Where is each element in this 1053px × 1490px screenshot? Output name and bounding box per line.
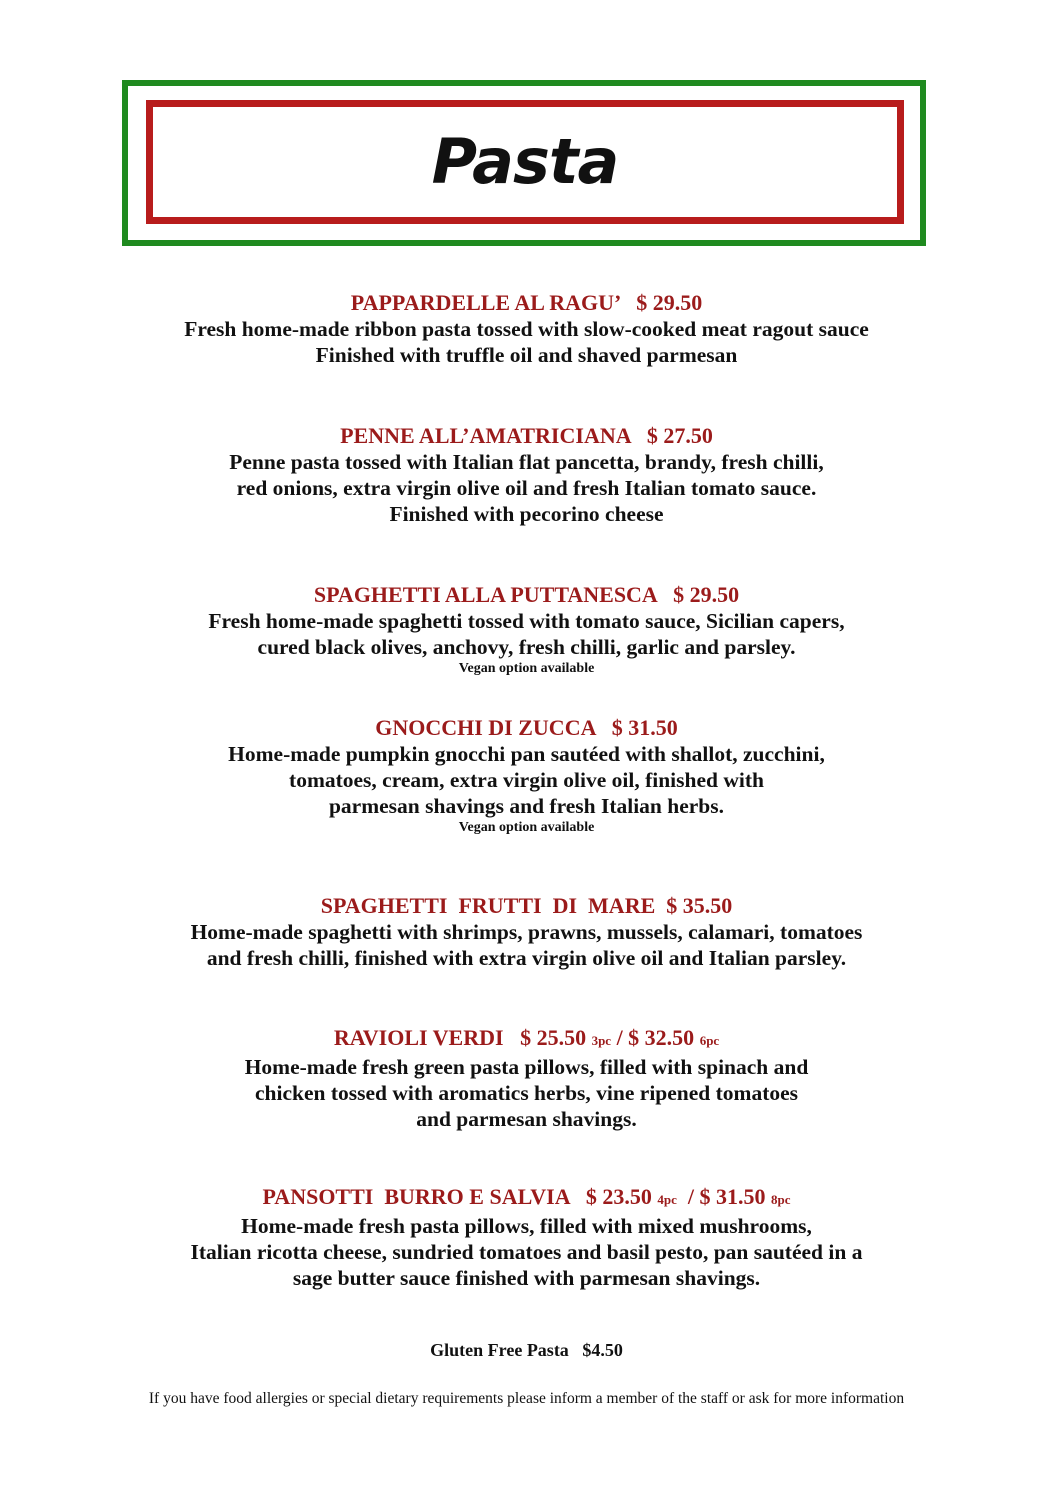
menu-item-description-line: and fresh chilli, finished with extra virgin olive oil and Italian parsley. (206, 946, 847, 970)
menu-item-name: PANSOTTI BURRO E SALVIA (262, 1184, 570, 1209)
menu-item-description-line: Italian ricotta cheese, sundried tomatoes and basil pesto, pan sautéed in a (190, 1240, 863, 1264)
menu-item-heading (0, 715, 1053, 741)
menu-item-heading (0, 290, 1053, 316)
gluten-free-label: Gluten Free Pasta (430, 1340, 569, 1360)
menu-item-pappardelle (0, 290, 1053, 368)
menu-item-description-line: parmesan shavings and fresh Italian herbs. (328, 794, 725, 818)
menu-item-price: $ 25.50 (520, 1025, 587, 1050)
menu-item-name: PAPPARDELLE AL RAGU’ (350, 290, 620, 315)
vegan-note: Vegan option available (458, 661, 595, 676)
gluten-free-price: $4.50 (582, 1340, 623, 1360)
menu-item-description-line: chicken tossed with aromatics herbs, vine ripened tomatoes (254, 1081, 799, 1105)
menu-item-name: SPAGHETTI ALLA PUTTANESCA (313, 582, 657, 607)
menu-item-heading (0, 423, 1053, 449)
menu-item-penne (0, 423, 1053, 527)
menu-item-price: $ 35.50 (666, 893, 733, 918)
menu-item-quantity: 6pc (699, 1033, 720, 1048)
menu-item-price-alt: / $ 31.50 (682, 1184, 766, 1209)
menu-item-description-line: red onions, extra virgin olive oil and fresh Italian tomato sauce. (236, 476, 817, 500)
menu-item-name: PENNE ALL’AMATRICIANA (340, 423, 631, 448)
menu-item-heading (0, 1025, 1053, 1054)
allergy-footer: If you have food allergies or special dietary requirements please inform a member of the staff or ask for more information (148, 1390, 905, 1407)
menu-item-price: $ 31.50 (611, 715, 678, 740)
menu-item-description-line: Fresh home-made ribbon pasta tossed with slow-cooked meat ragout sauce (184, 317, 869, 341)
gluten-free-option (0, 1340, 1053, 1361)
menu-item-description-line: Home-made fresh pasta pillows, filled with mixed mushrooms, (241, 1214, 812, 1238)
menu-item-description-line: Finished with truffle oil and shaved parmesan (315, 343, 738, 367)
menu-item-description-line: Finished with pecorino cheese (389, 502, 664, 526)
menu-item-ravioli (0, 1025, 1053, 1132)
menu-item-heading (0, 582, 1053, 608)
title-frame-inner (146, 100, 904, 224)
menu-item-price: $ 29.50 (636, 290, 703, 315)
menu-item-frutti-di-mare (0, 893, 1053, 971)
menu-item-description-line: sage butter sauce finished with parmesan shavings. (292, 1266, 761, 1290)
menu-item-pansotti (0, 1184, 1053, 1291)
page-title: Pasta (431, 124, 619, 198)
menu-item-description-line: cured black olives, anchovy, fresh chilli, garlic and parsley. (257, 635, 796, 659)
menu-item-price: $ 23.50 (585, 1184, 652, 1209)
menu-item-description-line: Fresh home-made spaghetti tossed with tomato sauce, Sicilian capers, (208, 609, 845, 633)
menu-item-name: RAVIOLI VERDI (333, 1025, 504, 1050)
menu-item-price-alt: / $ 32.50 (616, 1025, 695, 1050)
menu-item-name: SPAGHETTI FRUTTI DI MARE (320, 893, 656, 918)
menu-item-gnocchi (0, 715, 1053, 836)
menu-item-spaghetti-puttanesca (0, 582, 1053, 677)
menu-item-heading (0, 1184, 1053, 1213)
menu-item-description-line: Penne pasta tossed with Italian flat pancetta, brandy, fresh chilli, (229, 450, 824, 474)
menu-item-description-line: tomatoes, cream, extra virgin olive oil, finished with (289, 768, 764, 792)
menu-item-name: GNOCCHI DI ZUCCA (375, 715, 596, 740)
menu-item-quantity: 8pc (771, 1192, 791, 1207)
menu-item-description-line: Home-made spaghetti with shrimps, prawns, mussels, calamari, tomatoes (190, 920, 863, 944)
menu-item-price: $ 27.50 (646, 423, 713, 448)
menu-item-description-line: Home-made pumpkin gnocchi pan sautéed with shallot, zucchini, (228, 742, 825, 766)
vegan-note: Vegan option available (458, 820, 595, 835)
menu-item-description-line: Home-made fresh green pasta pillows, filled with spinach and (244, 1055, 809, 1079)
menu-item-description-line: and parmesan shavings. (416, 1107, 637, 1131)
menu-item-quantity: 3pc (591, 1033, 612, 1048)
menu-item-heading (0, 893, 1053, 919)
menu-item-quantity: 4pc (657, 1192, 677, 1207)
menu-item-price: $ 29.50 (673, 582, 740, 607)
